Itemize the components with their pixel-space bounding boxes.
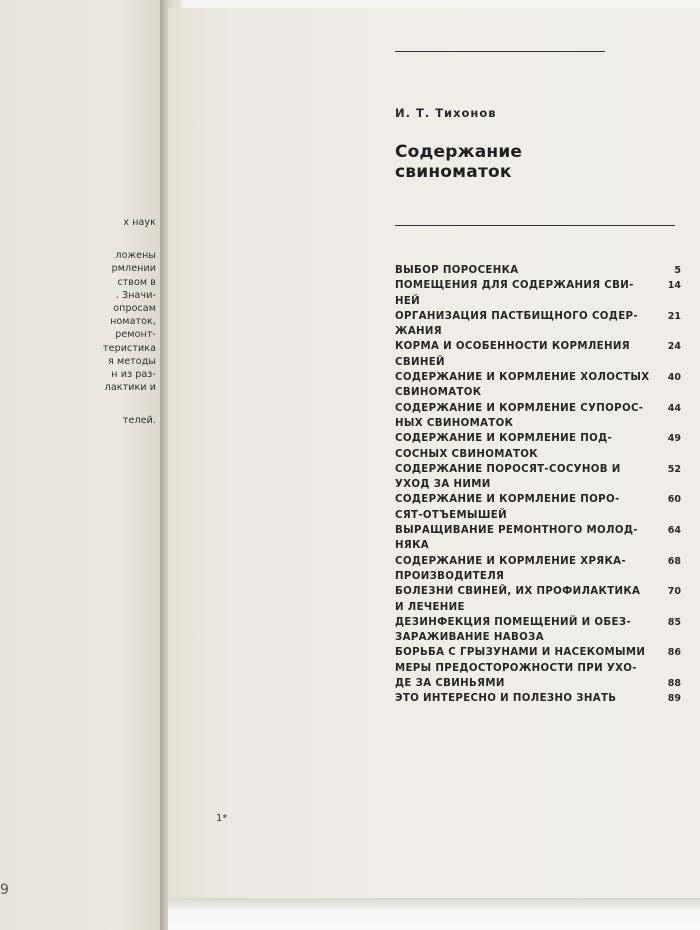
toc-entry-title <box>395 278 649 309</box>
toc-entry-title <box>395 691 649 706</box>
toc-entry <box>395 584 683 615</box>
toc-entry-line: ВЫРАЩИВАНИЕ РЕМОНТНОГО МОЛОД- <box>395 525 638 537</box>
toc-entry-title <box>395 523 649 554</box>
signature-mark: 1* <box>216 813 228 824</box>
toc-entry-line: НЫХ СВИНОМАТОК <box>395 417 514 429</box>
background-surface <box>168 898 700 930</box>
toc-page-number: 44 <box>667 402 681 414</box>
toc-entry-line: ПОМЕЩЕНИЯ ДЛЯ СОДЕРЖАНИЯ СВИ- <box>395 280 634 292</box>
toc-entry-title <box>395 309 649 340</box>
toc-entry-line: СВИНОМАТОК <box>395 387 482 399</box>
left-page-line <box>0 229 156 249</box>
table-of-contents <box>395 263 683 707</box>
toc-entry-line: КОРМА И ОСОБЕННОСТИ КОРМЛЕНИЯ <box>395 341 630 353</box>
toc-page-number: 68 <box>667 555 681 567</box>
toc-page-number: 5 <box>674 265 681 276</box>
toc-entry <box>395 554 683 585</box>
toc-entry-line: БОРЬБА С ГРЫЗУНАМИ И НАСЕКОМЫМИ <box>395 647 646 659</box>
toc-entry-line: И ЛЕЧЕНИЕ <box>395 601 465 613</box>
left-page-line: . Значи- <box>115 289 156 301</box>
toc-page-number: 52 <box>667 463 681 475</box>
left-page-line: теристика <box>103 342 156 354</box>
toc-entry-line: ДЕЗИНФЕКЦИЯ ПОМЕЩЕНИЙ И ОБЕЗ- <box>395 616 632 628</box>
toc-entry <box>395 370 683 401</box>
toc-entry-line: НЕЙ <box>395 295 421 307</box>
toc-entry <box>395 645 683 660</box>
contents-rule <box>395 225 675 226</box>
toc-entry <box>395 278 683 309</box>
toc-entry-title <box>395 615 649 646</box>
toc-entry-line: СЯТ-ОТЪЕМЫШЕЙ <box>395 509 507 521</box>
left-page <box>0 0 168 930</box>
toc-entry-title <box>395 554 649 585</box>
toc-page-number: 60 <box>667 494 681 506</box>
left-page-line: номаток, <box>110 316 156 328</box>
left-page-line: х наук <box>123 217 156 228</box>
toc-entry-title <box>395 584 649 615</box>
toc-entry <box>395 309 683 340</box>
left-page-line: ством в <box>117 276 156 288</box>
left-page-edge-mark: 9 <box>0 882 9 898</box>
toc-page-number: 40 <box>667 372 681 384</box>
left-page-line: опросам <box>113 303 156 315</box>
top-rule <box>395 51 605 52</box>
toc-page-number: 14 <box>667 280 681 292</box>
toc-entry-title <box>395 339 649 370</box>
toc-entry-title <box>395 401 649 432</box>
toc-entry-title <box>395 370 649 401</box>
left-page-line <box>0 394 156 414</box>
toc-entry <box>395 462 683 493</box>
toc-entry-line: ПРОИЗВОДИТЕЛЯ <box>395 570 505 582</box>
toc-entry <box>395 492 683 523</box>
toc-entry-line: СОДЕРЖАНИЕ И КОРМЛЕНИЕ ПОРО- <box>395 494 620 506</box>
toc-page-number: 88 <box>667 678 681 690</box>
left-page-line: н из раз- <box>111 369 156 381</box>
toc-entry <box>395 401 683 432</box>
toc-page-number: 24 <box>667 341 681 353</box>
left-page-line: ложены <box>115 250 156 262</box>
book-title-line: свиноматок <box>395 162 512 182</box>
toc-entry <box>395 661 683 692</box>
toc-entry-line: ДЕ ЗА СВИНЬЯМИ <box>395 678 505 690</box>
toc-entry <box>395 615 683 646</box>
toc-entry <box>395 263 683 278</box>
toc-entry-line: ЭТО ИНТЕРЕСНО И ПОЛЕЗНО ЗНАТЬ <box>395 693 617 705</box>
toc-entry-line: НЯКА <box>395 540 429 552</box>
toc-page-number: 49 <box>667 433 681 445</box>
toc-entry-line: УХОД ЗА НИМИ <box>395 479 491 491</box>
toc-entry-line: СОДЕРЖАНИЕ И КОРМЛЕНИЕ СУПОРОС- <box>395 402 644 414</box>
toc-entry <box>395 339 683 370</box>
toc-entry-line: ЖАНИЯ <box>395 326 443 338</box>
toc-entry-line: ВЫБОР ПОРОСЕНКА <box>395 265 519 276</box>
left-page-line: телей. <box>122 415 156 427</box>
toc-entry-line: ОРГАНИЗАЦИЯ ПАСТБИЩНОГО СОДЕР- <box>395 310 638 322</box>
book-title-line: Содержание <box>395 142 523 162</box>
toc-page-number: 89 <box>667 693 681 705</box>
toc-entry-line: СОДЕРЖАНИЕ И КОРМЛЕНИЕ ПОД- <box>395 433 613 445</box>
left-page-text <box>0 216 156 428</box>
toc-entry-title <box>395 492 649 523</box>
toc-entry-line: СОДЕРЖАНИЕ И КОРМЛЕНИЕ ХРЯКА- <box>395 555 626 567</box>
left-page-line: ремонт- <box>115 329 156 341</box>
toc-entry-title <box>395 645 649 660</box>
toc-entry-line: ЗАРАЖИВАНИЕ НАВОЗА <box>395 632 544 644</box>
toc-entry-title <box>395 462 649 493</box>
toc-entry <box>395 431 683 462</box>
author-name: И. Т. Тихонов <box>395 106 497 120</box>
toc-entry <box>395 691 683 706</box>
toc-entry-line: СОДЕРЖАНИЕ ПОРОСЯТ-СОСУНОВ И <box>395 463 621 475</box>
toc-entry <box>395 523 683 554</box>
left-page-line: лактики и <box>104 382 156 394</box>
toc-entry-title <box>395 661 649 692</box>
toc-entry-title <box>395 263 649 278</box>
toc-page-number: 21 <box>667 310 681 322</box>
toc-entry-line: БОЛЕЗНИ СВИНЕЙ, ИХ ПРОФИЛАКТИКА <box>395 586 641 598</box>
left-page-line: рмлении <box>111 263 156 275</box>
toc-entry-line: СОСНЫХ СВИНОМАТОК <box>395 448 538 460</box>
toc-page-number: 85 <box>667 616 681 628</box>
toc-entry-line: СОДЕРЖАНИЕ И КОРМЛЕНИЕ ХОЛОСТЫХ <box>395 372 650 384</box>
toc-page-number: 70 <box>667 586 681 598</box>
toc-entry-title <box>395 431 649 462</box>
toc-entry-line: СВИНЕЙ <box>395 356 445 368</box>
toc-page-number: 86 <box>667 647 681 659</box>
book-title <box>395 142 522 182</box>
toc-entry-line: МЕРЫ ПРЕДОСТОРОЖНОСТИ ПРИ УХО- <box>395 662 637 674</box>
left-page-line: я методы <box>108 355 156 367</box>
toc-page-number: 64 <box>667 525 681 537</box>
